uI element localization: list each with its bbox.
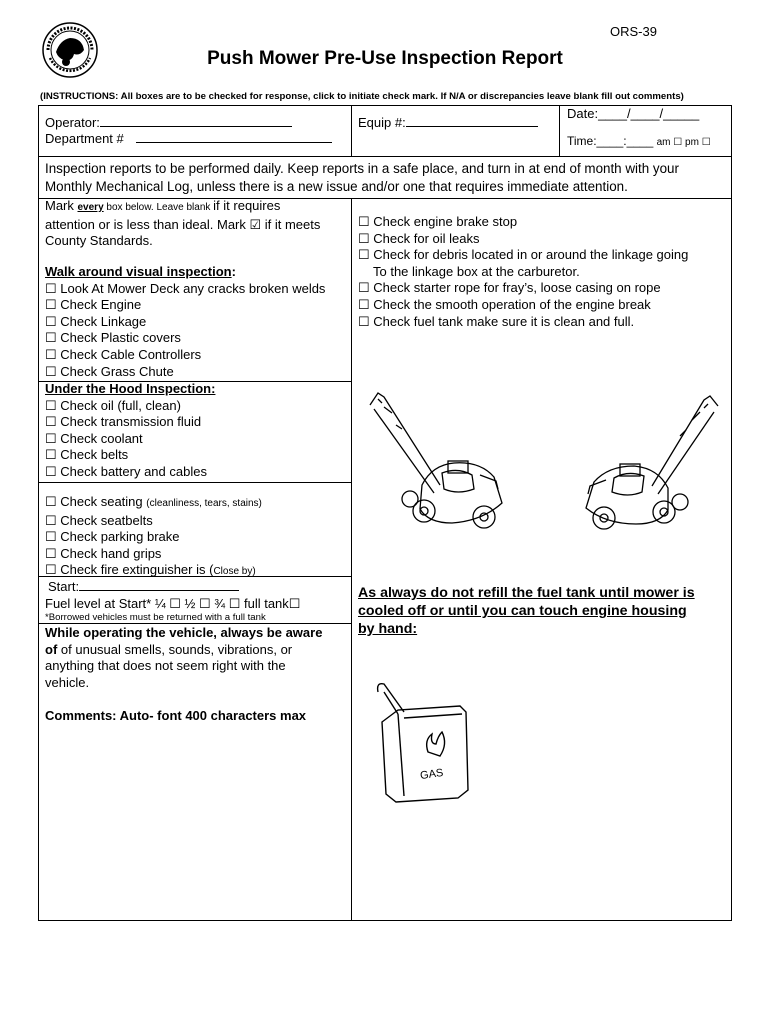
date-field[interactable]: Date:____/____/_____: [567, 106, 700, 121]
operating-line: anything that does not seem right with the: [45, 658, 286, 674]
fuel-level[interactable]: Fuel level at Start* ¼ ☐ ½ ☐ ¾ ☐ full tank☐: [45, 595, 301, 611]
department-field[interactable]: [45, 130, 332, 148]
cab-item-seating[interactable]: [45, 494, 350, 513]
right-check-item[interactable]: ☐ Check for debris located in or around the linkage going: [358, 247, 689, 263]
mark-every: every: [77, 202, 104, 213]
fuel-note: *Borrowed vehicles must be returned with a full tank: [45, 612, 266, 624]
equip-label: Equip #:: [358, 115, 406, 130]
operator-label: Operator:: [45, 115, 100, 130]
mark-line-3: County Standards.: [45, 233, 153, 249]
operator-field[interactable]: [45, 114, 292, 132]
hood-item[interactable]: ☐ Check transmission fluid: [45, 414, 202, 430]
instructions: (INSTRUCTIONS: All boxes are to be checked for response, click to initiate check mark. If N/A or discrepancies leave blank fill out comments): [40, 91, 684, 102]
hood-heading: Under the Hood Inspection:: [45, 381, 216, 396]
divider-header: [39, 156, 731, 157]
right-check-item[interactable]: ☐ Check engine brake stop: [358, 214, 518, 229]
mower-illustration-left: [362, 385, 522, 535]
walk-item[interactable]: ☐ Look At Mower Deck any cracks broken welds: [45, 280, 326, 296]
hood-item[interactable]: ☐ Check coolant: [45, 430, 143, 446]
page-title: Push Mower Pre-Use Inspection Report: [207, 48, 563, 69]
operating-line-2: of unusual smells, sounds, vibrations, or: [60, 641, 293, 657]
operator-input-line[interactable]: [100, 114, 292, 127]
operating-line: of of unusual smells, sounds, vibrations, or: [45, 641, 293, 657]
operating-line: While operating the vehicle, always be aware: [45, 625, 323, 640]
walk-around-section: [45, 264, 350, 380]
gas-can-label: GAS: [419, 766, 445, 783]
hood-item[interactable]: ☐ Check oil (full, clean): [45, 397, 181, 413]
warning-line: As always do not refill the fuel tank until mower is: [358, 585, 695, 601]
intro-text: [45, 160, 679, 196]
walk-item[interactable]: ☐ Check Cable Controllers: [45, 346, 202, 362]
warning-line: cooled off or until you can touch engine housing: [358, 603, 687, 619]
right-check-item[interactable]: ☐ Check the smooth operation of the engine break: [358, 296, 651, 312]
cab-item[interactable]: ☐ Check parking brake: [45, 529, 180, 545]
gas-can-illustration: [368, 678, 478, 818]
hood-item[interactable]: ☐ Check belts: [45, 447, 129, 463]
hood-section: [45, 381, 350, 481]
right-checks: [358, 214, 728, 330]
divider-hood: [39, 482, 351, 483]
mark-text-2: box below. Leave blank: [103, 202, 214, 213]
seating-label: ☐ Check seating: [45, 494, 147, 509]
operating-section: [45, 625, 350, 725]
fire-note: Close by): [213, 566, 256, 578]
right-check-item[interactable]: ☐ Check for oil leaks: [358, 230, 480, 246]
department-input-line[interactable]: [136, 130, 332, 143]
comments-label[interactable]: Comments: Auto- font 400 characters max: [45, 708, 307, 724]
start-field[interactable]: [45, 578, 350, 596]
intro-line-2: Monthly Mechanical Log, unless there is a new issue and/or one that requires immediate attention.: [45, 179, 628, 194]
department-label: Department #: [45, 131, 124, 146]
fire-label: ☐ Check fire extinguisher is (: [45, 562, 214, 578]
right-check-continuation: To the linkage box at the carburetor.: [373, 263, 580, 279]
right-check-item[interactable]: ☐ Check starter rope for fray’s, loose casing on rope: [358, 280, 661, 296]
operating-line: vehicle.: [45, 674, 90, 690]
fuel-section: [45, 578, 350, 623]
refuel-warning: [358, 584, 728, 638]
form-number: ORS-39: [610, 24, 657, 39]
cab-section: [45, 494, 350, 581]
mark-text-1: Mark: [45, 198, 78, 213]
cab-item[interactable]: ☐ Check seatbelts: [45, 512, 153, 528]
divider-header-v2: [559, 106, 560, 156]
walk-around-colon: :: [231, 264, 236, 279]
right-check-item[interactable]: ☐ Check fuel tank make sure it is clean and full.: [358, 313, 635, 329]
seating-note: (cleanliness, tears, stains): [146, 498, 262, 509]
warning-line: by hand:: [358, 621, 418, 637]
equip-field[interactable]: [358, 114, 538, 132]
walk-item[interactable]: ☐ Check Plastic covers: [45, 330, 181, 346]
start-label: Start:: [48, 579, 80, 594]
start-input-line[interactable]: [79, 578, 239, 591]
time-label: Time:____:____: [567, 134, 654, 148]
divider-columns: [351, 198, 352, 920]
time-ampm[interactable]: am ☐ pm ☐: [656, 137, 711, 148]
hood-item[interactable]: ☐ Check battery and cables: [45, 463, 207, 479]
mark-line-2: attention or is less than ideal. Mark ☑ if it meets: [45, 216, 321, 232]
walk-around-heading: Walk around visual inspection: [45, 264, 232, 279]
divider-header-v1: [351, 106, 352, 156]
mark-instructions: [45, 198, 350, 250]
mark-text-3: if it requires: [213, 198, 281, 213]
intro-line-1: Inspection reports to be performed daily. Keep reports in a safe place, and turn in at end of month with your: [45, 161, 679, 176]
walk-item[interactable]: ☐ Check Engine: [45, 297, 142, 313]
equip-input-line[interactable]: [406, 114, 538, 127]
cab-item[interactable]: ☐ Check hand grips: [45, 545, 162, 561]
walk-item[interactable]: ☐ Check Linkage: [45, 313, 147, 329]
time-field[interactable]: [567, 134, 711, 148]
mower-illustration-right: [568, 390, 728, 535]
walk-item[interactable]: ☐ Check Grass Chute: [45, 363, 174, 379]
